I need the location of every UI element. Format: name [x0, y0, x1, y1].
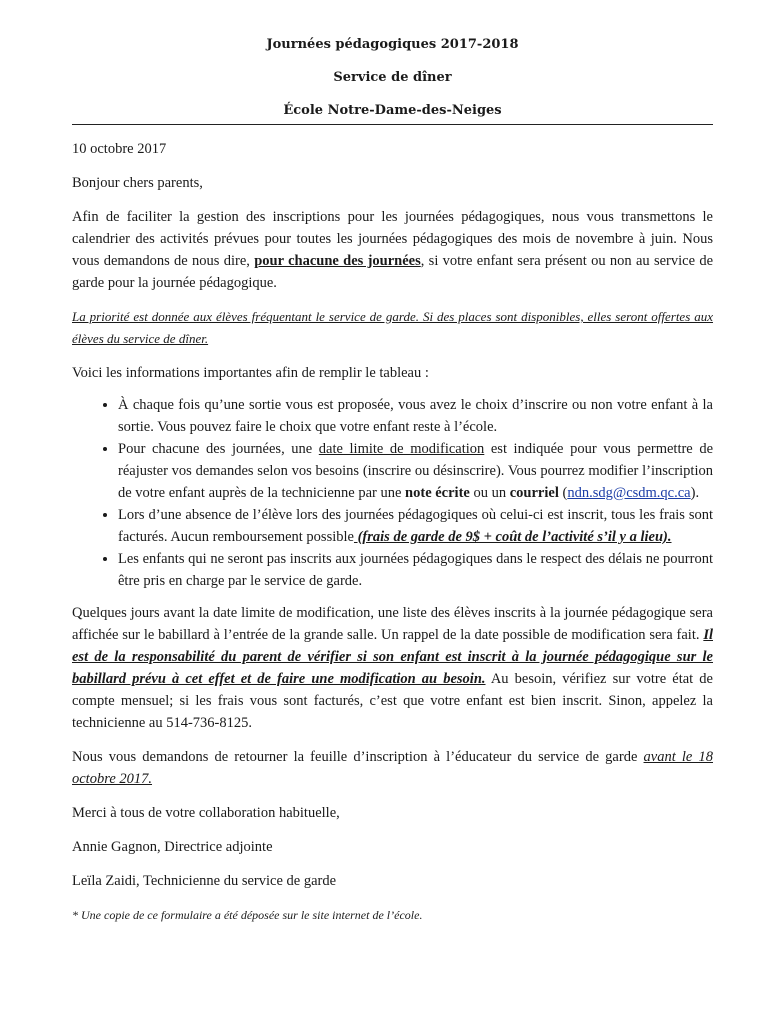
modification-paragraph [72, 602, 713, 734]
bullet-text: ). [690, 485, 700, 501]
bullet-text: ( [558, 485, 568, 501]
header-divider [72, 124, 713, 125]
letter-body [72, 138, 713, 938]
document-header [72, 34, 713, 133]
letter-date: 10 octobre 2017 [72, 141, 167, 157]
modification-text-1: Quelques jours avant la date limite de modification, une liste des élèves inscrits à la journée pédagogique sera affichée sur le babillard à l’entrée de la grande salle. Un rappel de la date possible de modification sera fait. [72, 605, 713, 643]
header-title: Journées pédagogiques 2017-2018 [266, 37, 519, 52]
responsibility-emphasis: Il est de la responsabilité du parent de vérifier si son enfant est inscrit à la journée pédagogique sur le babillard prévu à cet effet et de faire une modification au besoin. [72, 627, 713, 687]
info-intro: Voici les informations importantes afin de remplir le tableau : [72, 365, 429, 381]
list-item [118, 504, 713, 548]
written-note-term: note écrite [405, 485, 470, 501]
intro-emphasis: pour chacune des journées [254, 253, 421, 269]
email-link[interactable]: ndn.sdg@csdm.qc.ca [567, 485, 691, 501]
signatory-director: Annie Gagnon, Directrice adjointe [72, 839, 273, 855]
greeting: Bonjour chers parents, [72, 175, 203, 191]
header-service: Service de dîner [333, 70, 452, 85]
signatory-technician: Leïla Zaidi, Technicienne du service de garde [72, 873, 337, 889]
bullet-text: ou un [469, 485, 510, 501]
footnote: * Une copie de ce formulaire a été déposée sur le site internet de l’école. [72, 908, 423, 922]
modification-text-2: Au besoin, vérifiez sur votre état de compte mensuel; si les frais vous sont facturés, c’est que votre enfant est bien inscrit. Sinon, appelez la technicienne au 514-736-8125. [72, 671, 713, 731]
bullet-text: Lors d’une absence de l’élève lors des journées pédagogiques où celui-ci est inscrit, tous les frais sont facturés. Aucun remboursement possible [118, 507, 713, 545]
bullet-text: est indiquée pour vous permettre de réajuster vos demandes selon vos besoins (inscrire ou désinscrire). Vous pourrez modifier l’inscription de votre enfant auprès de la technicienne par une [118, 441, 714, 501]
return-deadline: avant le 18 octobre 2017. [72, 749, 713, 787]
info-list [72, 394, 713, 592]
header-school: École Notre-Dame-des-Neiges [283, 103, 502, 118]
return-text: Nous vous demandons de retourner la feuille d’inscription à l’éducateur du service de garde [72, 749, 644, 765]
fees-emphasis: (frais de garde de 9$ + coût de l’activité s’il y a lieu). [353, 529, 672, 545]
priority-notice: La priorité est donnée aux élèves fréquentant le service de garde. Si des places sont disponibles, elles seront offertes aux élèves du service de dîner. [72, 309, 713, 346]
thanks-line: Merci à tous de votre collaboration habituelle, [72, 805, 340, 821]
bullet-text: Pour chacune des journées, une [118, 441, 319, 457]
modification-deadline-term: date limite de modification [318, 441, 485, 457]
return-paragraph [72, 746, 713, 790]
intro-text-2: , si votre enfant sera présent ou non au service de garde pour la journée pédagogique. [72, 253, 714, 291]
email-term: courriel [509, 485, 559, 501]
intro-text-1: Afin de faciliter la gestion des inscriptions pour les journées pédagogiques, nous vous transmettons le calendrier des activités prévues pour toutes les journées pédagogiques des mois de novembre à juin. Nous vous demandons de nous dire, [72, 209, 713, 269]
list-item: • À chaque fois qu’une sortie vous est proposée, vous avez le choix d’inscrire ou non votre enfant à la sortie. Vous pouvez faire le choix que votre enfant reste à l’école. [118, 394, 713, 438]
intro-paragraph [72, 206, 713, 294]
list-item: • Les enfants qui ne seront pas inscrits aux journées pédagogiques dans le respect des délais ne pourront être pris en charge par le service de garde. [118, 548, 713, 592]
list-item [118, 438, 713, 504]
